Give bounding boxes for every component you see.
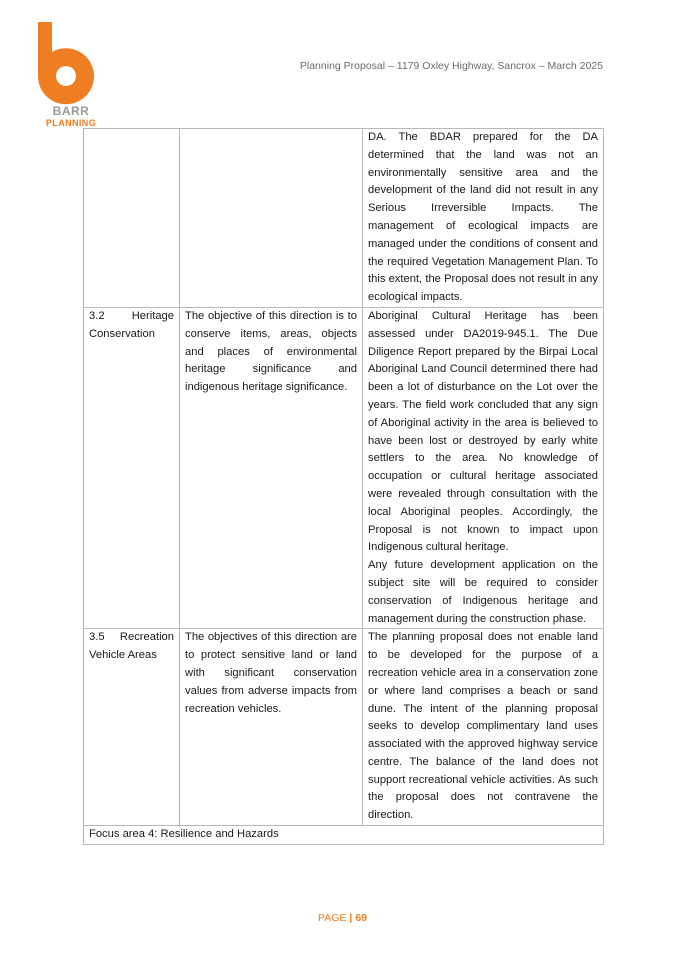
consistency-paragraph: Aboriginal Cultural Heritage has been assessed under DA2019-945.1. The Due Diligence Report prepared by the Birpai Local Aboriginal Land Council determined there had been a lot of disturbance on the Lot over the years. The field work concluded that any sign of Aboriginal activity in the area is believed to have been lost or destroyed by early white settlers to the area. No knowledge of occupation or cultural heritage associated were revealed through consultation with the local Aboriginal peoples. Accordingly, the Proposal is not known to impact upon Indigenous cultural heritage.	[368, 309, 598, 554]
logo-wordmark: BARR	[52, 104, 90, 118]
planning-directions-table	[83, 128, 604, 845]
page-separator: |	[349, 912, 353, 924]
consistency-cell	[363, 629, 604, 826]
direction-cell: 3.5 Recreation Vehicle Areas	[84, 629, 180, 826]
consistency-paragraph: DA. The BDAR prepared for the DA determined that the land was not an environmentally sensitive area and the development of the land did not result in any Serious Irreversible Impacts. The management of ecological impacts are managed under the conditions of consent and the required Vegetation Management Plan. To this extent, the Proposal does not result in any ecological impacts.	[368, 131, 598, 304]
page-label: PAGE	[317, 912, 347, 924]
page-footer	[0, 912, 685, 924]
direction-cell	[84, 129, 180, 308]
focus-area-heading: Focus area 4: Resilience and Hazards	[84, 826, 604, 845]
table-row	[84, 129, 604, 308]
consistency-paragraph: The planning proposal does not enable land to be developed for the purpose of a recreation vehicle area in a conservation zone or where land comprises a beach or sand dune. The intent of the planning proposal seeks to develop complimentary land uses associated with the approved highway service centre. The balance of the land does not support recreational vehicle activities. As such the proposal does not contravene the direction.	[368, 631, 598, 822]
objective-cell: The objectives of this direction are to protect sensitive land or land with significant conservation values from adverse impacts from recreation vehicles.	[180, 629, 363, 826]
focus-area-row	[84, 826, 604, 845]
consistency-paragraph: Any future development application on the subject site will be required to consider conservation of Indigenous heritage and management during the construction phase.	[368, 559, 598, 625]
logo-subtitle: PLANNING	[45, 118, 97, 128]
table-row	[84, 629, 604, 826]
page-number: 69	[355, 912, 368, 924]
objective-cell: The objective of this direction is to conserve items, areas, objects and places of environmental heritage significance and indigenous heritage significance.	[180, 307, 363, 628]
table-row	[84, 307, 604, 628]
barr-planning-logo	[30, 18, 110, 130]
direction-cell: 3.2 Heritage Conservation	[84, 307, 180, 628]
barr-logo-icon	[30, 18, 110, 108]
objective-cell	[180, 129, 363, 308]
document-header-title: Planning Proposal – 1179 Oxley Highway, Sancrox – March 2025	[299, 60, 603, 72]
consistency-cell	[363, 307, 604, 628]
consistency-cell	[363, 129, 604, 308]
